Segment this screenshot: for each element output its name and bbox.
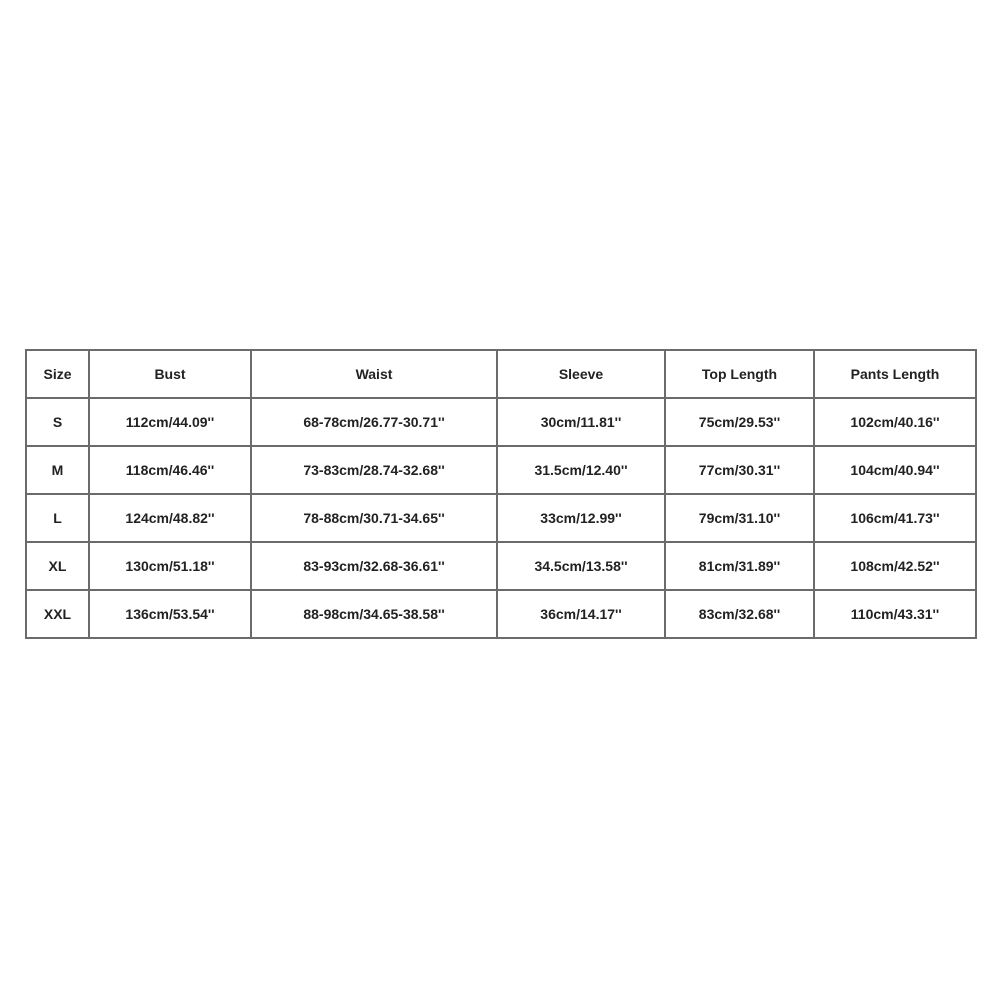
header-row (26, 350, 976, 398)
cell-pants-length: 110cm/43.31'' (814, 590, 976, 638)
header-size: Size (26, 350, 89, 398)
cell-pants-length: 102cm/40.16'' (814, 398, 976, 446)
cell-bust: 130cm/51.18'' (89, 542, 251, 590)
cell-sleeve: 36cm/14.17'' (497, 590, 665, 638)
cell-sleeve: 33cm/12.99'' (497, 494, 665, 542)
cell-top-length: 83cm/32.68'' (665, 590, 814, 638)
cell-waist: 73-83cm/28.74-32.68'' (251, 446, 497, 494)
cell-size: L (26, 494, 89, 542)
header-pants-length: Pants Length (814, 350, 976, 398)
table-row (26, 494, 976, 542)
cell-size: XXL (26, 590, 89, 638)
cell-bust: 124cm/48.82'' (89, 494, 251, 542)
header-waist: Waist (251, 350, 497, 398)
table-row (26, 446, 976, 494)
cell-pants-length: 106cm/41.73'' (814, 494, 976, 542)
cell-top-length: 81cm/31.89'' (665, 542, 814, 590)
header-top-length: Top Length (665, 350, 814, 398)
cell-size: XL (26, 542, 89, 590)
cell-bust: 136cm/53.54'' (89, 590, 251, 638)
cell-sleeve: 34.5cm/13.58'' (497, 542, 665, 590)
size-chart-table (25, 349, 977, 639)
table-row (26, 542, 976, 590)
cell-waist: 88-98cm/34.65-38.58'' (251, 590, 497, 638)
cell-waist: 68-78cm/26.77-30.71'' (251, 398, 497, 446)
cell-bust: 118cm/46.46'' (89, 446, 251, 494)
cell-pants-length: 104cm/40.94'' (814, 446, 976, 494)
header-sleeve: Sleeve (497, 350, 665, 398)
table-row (26, 398, 976, 446)
cell-top-length: 79cm/31.10'' (665, 494, 814, 542)
cell-waist: 83-93cm/32.68-36.61'' (251, 542, 497, 590)
cell-waist: 78-88cm/30.71-34.65'' (251, 494, 497, 542)
header-bust: Bust (89, 350, 251, 398)
cell-top-length: 75cm/29.53'' (665, 398, 814, 446)
cell-size: S (26, 398, 89, 446)
cell-top-length: 77cm/30.31'' (665, 446, 814, 494)
cell-sleeve: 30cm/11.81'' (497, 398, 665, 446)
cell-pants-length: 108cm/42.52'' (814, 542, 976, 590)
cell-size: M (26, 446, 89, 494)
cell-bust: 112cm/44.09'' (89, 398, 251, 446)
table-row (26, 590, 976, 638)
cell-sleeve: 31.5cm/12.40'' (497, 446, 665, 494)
